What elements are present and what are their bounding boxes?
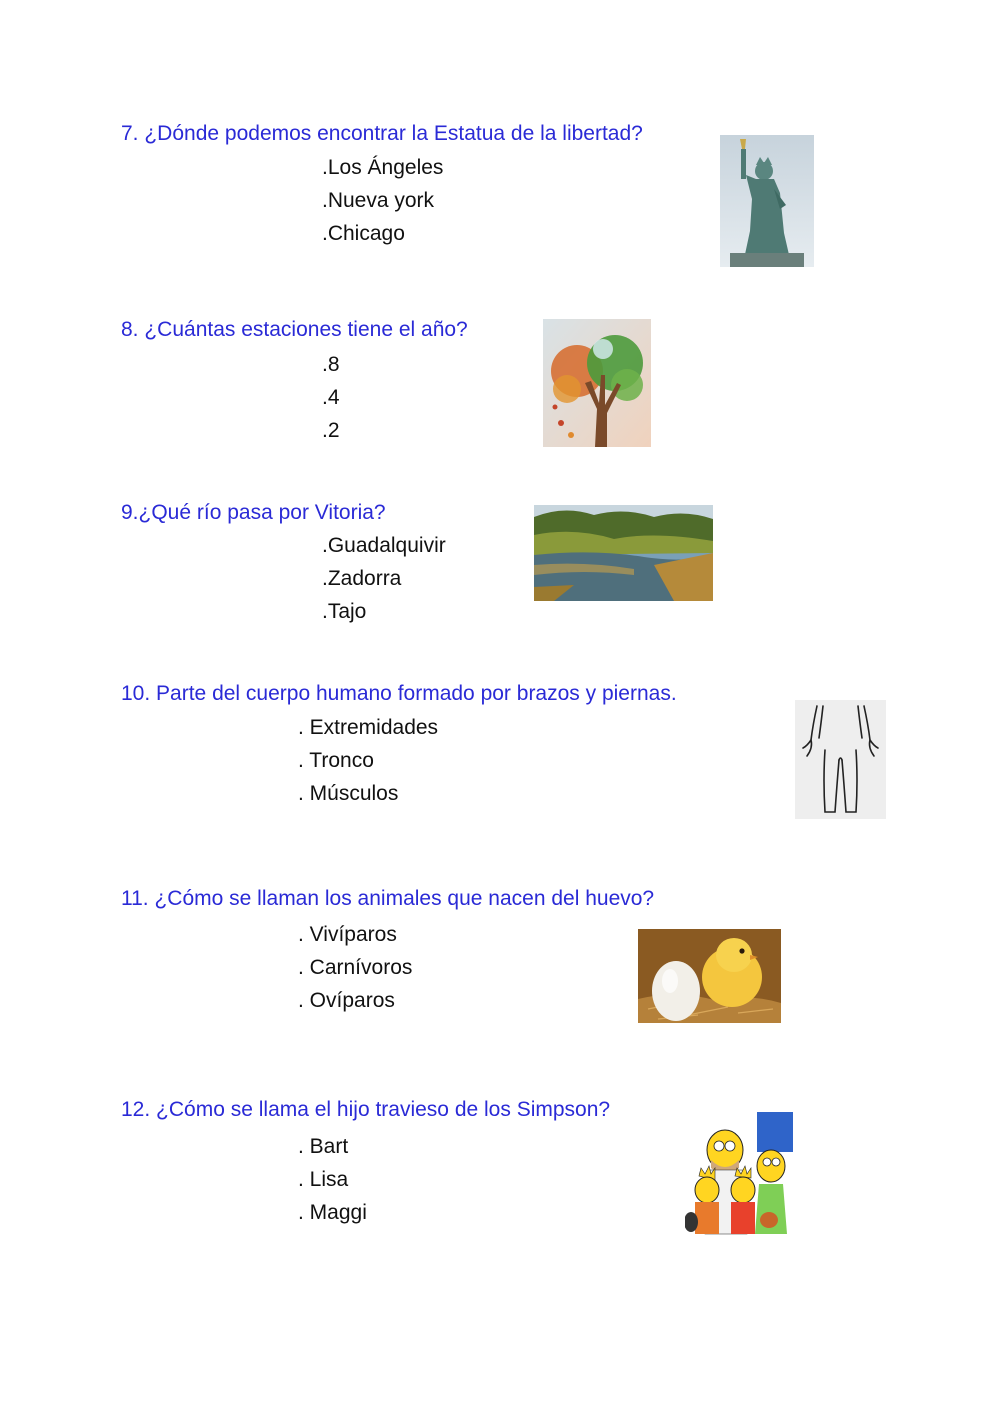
option-item[interactable]: . Tronco <box>298 749 374 772</box>
question-text: ¿Cómo se llama el hijo travieso de los Simpson? <box>156 1098 611 1121</box>
option-item[interactable]: .Zadorra <box>322 567 402 590</box>
option-item[interactable]: .Nueva york <box>322 189 435 212</box>
option-item[interactable]: .2 <box>322 419 340 442</box>
option-item[interactable]: . Lisa <box>298 1168 349 1191</box>
question-text: ¿Cómo se llaman los animales que nacen del huevo? <box>154 887 655 910</box>
question-10-title <box>121 682 677 706</box>
question-10-options <box>298 711 438 810</box>
question-number: 8. <box>121 318 139 341</box>
question-text: ¿Dónde podemos encontrar la Estatua de la libertad? <box>144 122 643 145</box>
question-number: 9. <box>121 501 139 524</box>
statue-of-liberty-image <box>720 135 814 267</box>
option-item[interactable]: .Chicago <box>322 222 405 245</box>
option-item[interactable]: .Tajo <box>322 600 367 623</box>
body-limbs-image <box>795 700 886 819</box>
option-item[interactable]: . Músculos <box>298 782 399 805</box>
option-item[interactable]: . Carnívoros <box>298 956 413 979</box>
option-item[interactable]: .8 <box>322 353 340 376</box>
option-item[interactable]: .Los Ángeles <box>322 156 444 179</box>
chick-egg-image <box>638 929 781 1023</box>
question-text: ¿Cuántas estaciones tiene el año? <box>144 318 468 341</box>
question-11-options <box>298 918 412 1017</box>
question-9-title <box>121 501 386 525</box>
seasons-tree-image <box>543 319 651 447</box>
question-7-title <box>121 122 643 146</box>
option-item[interactable]: . Bart <box>298 1135 349 1158</box>
question-text: ¿Qué río pasa por Vitoria? <box>138 501 386 524</box>
question-7-options <box>322 151 443 250</box>
option-item[interactable]: . Ovíparos <box>298 989 395 1012</box>
question-number: 12. <box>121 1098 151 1121</box>
river-image <box>534 505 713 601</box>
option-item[interactable]: . Extremidades <box>298 716 439 739</box>
option-item[interactable]: .Guadalquivir <box>322 534 446 557</box>
question-12-options <box>298 1130 367 1229</box>
question-9-options <box>322 529 446 628</box>
option-item[interactable]: .4 <box>322 386 340 409</box>
question-number: 11. <box>121 887 149 910</box>
question-number: 7. <box>121 122 139 145</box>
question-12-title <box>121 1098 610 1122</box>
question-11-title <box>121 887 654 911</box>
question-number: 10. <box>121 682 151 705</box>
option-item[interactable]: . Maggi <box>298 1201 367 1224</box>
question-text: Parte del cuerpo humano formado por brazos y piernas. <box>156 682 677 705</box>
question-8-options <box>322 348 340 447</box>
option-item[interactable]: . Vivíparos <box>298 923 397 946</box>
question-8-title <box>121 318 468 342</box>
simpsons-image <box>685 1110 796 1236</box>
